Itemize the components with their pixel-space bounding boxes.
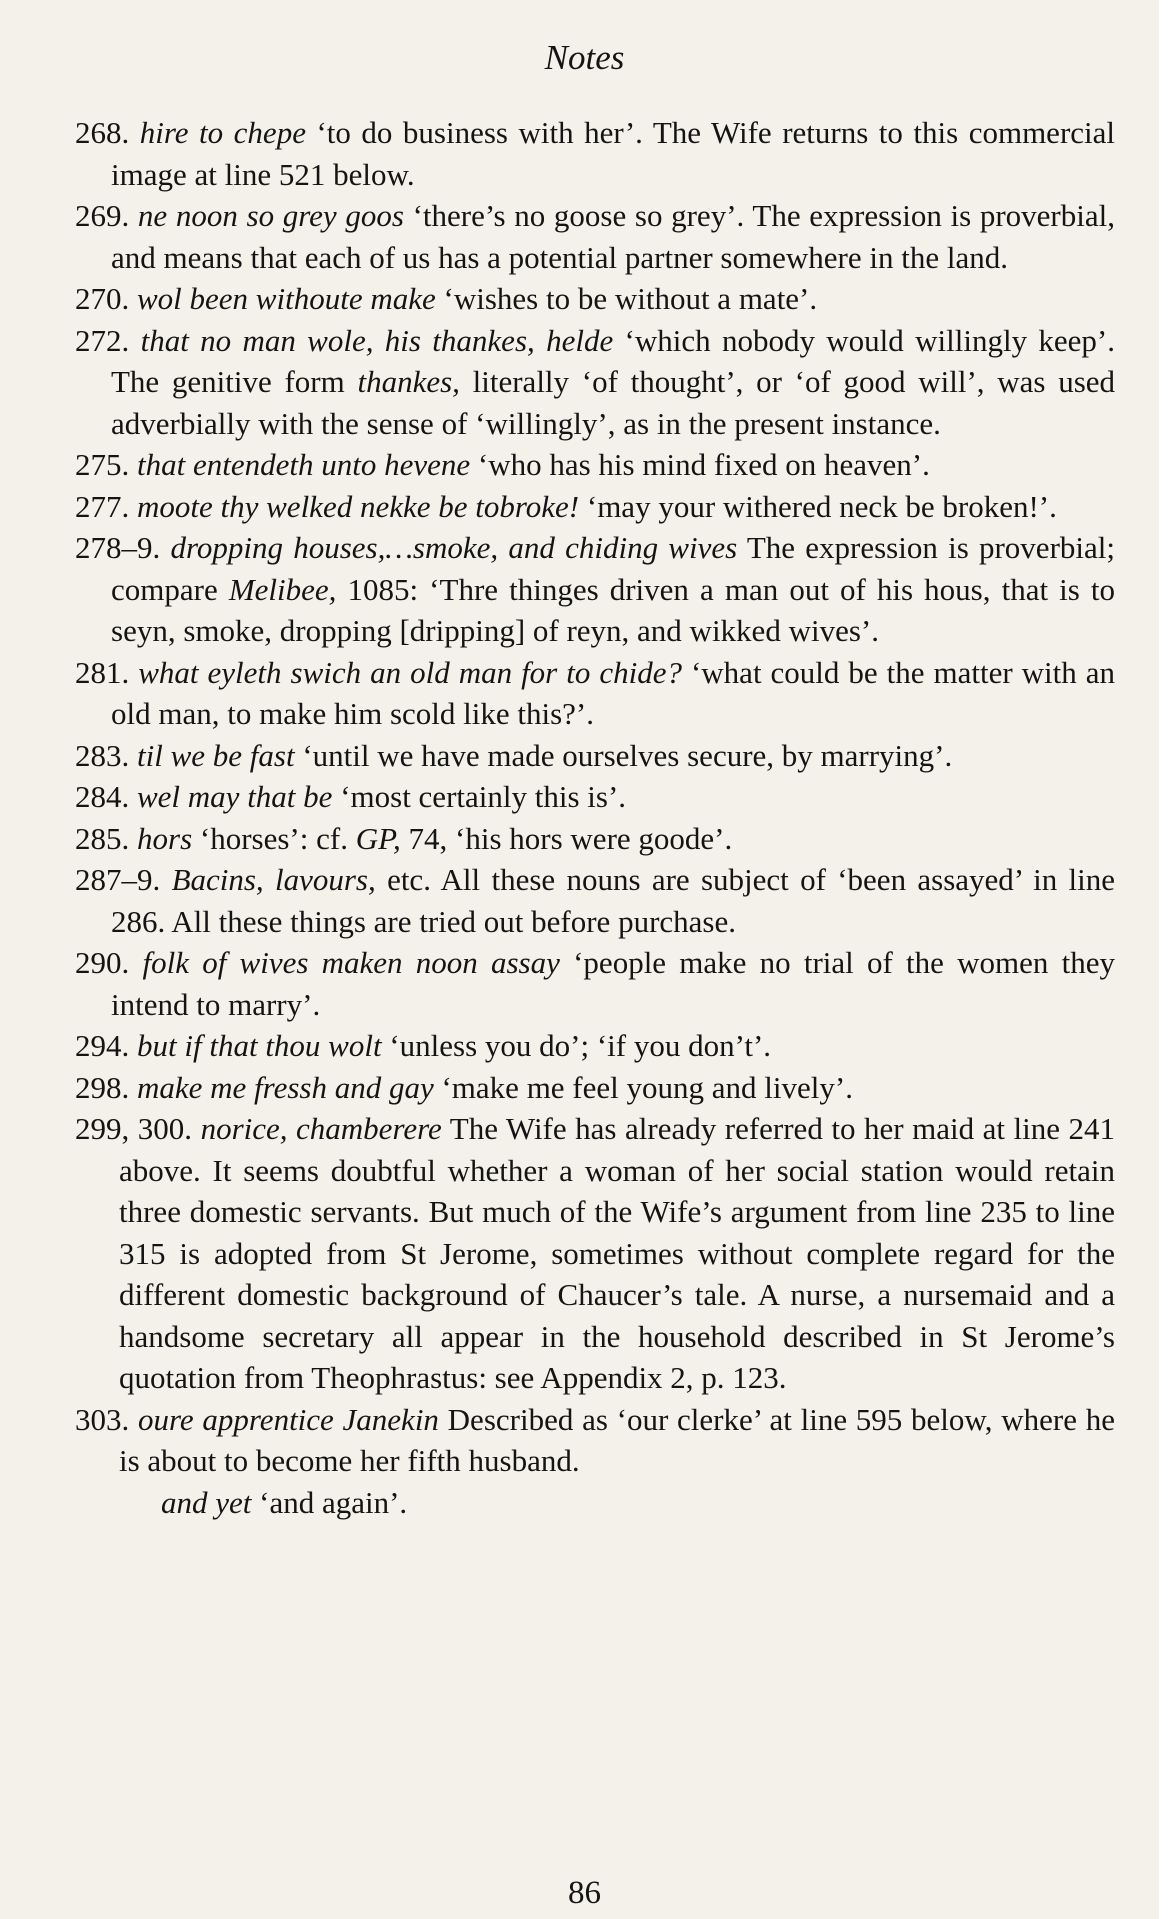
note-303 xyxy=(75,1399,1115,1482)
note-270 xyxy=(75,278,1115,320)
note-text: ‘may your withered neck be broken!’. xyxy=(586,488,1057,524)
note-298 xyxy=(75,1067,1115,1109)
note-number: 290. xyxy=(75,945,130,980)
note-text: ‘make me feel young and lively’. xyxy=(441,1069,853,1105)
note-277 xyxy=(75,486,1115,528)
note-303-continuation xyxy=(75,1482,1115,1524)
note-284 xyxy=(75,776,1115,818)
note-number: 269. xyxy=(75,198,130,233)
note-lemma: hors xyxy=(137,820,193,856)
note-lemma: ne noon so grey goos xyxy=(137,198,404,233)
note-text: ‘to do business with her’. The Wife returns to this commercial image at line 521 below. xyxy=(111,115,1116,192)
page-number: 86 xyxy=(568,1875,601,1911)
note-299-300 xyxy=(75,1108,1115,1399)
work-title: GP, xyxy=(355,820,401,856)
note-number: 284. xyxy=(75,779,130,814)
note-285 xyxy=(75,818,1115,860)
note-lemma: oure apprentice Janekin xyxy=(137,1401,439,1437)
note-294 xyxy=(75,1025,1115,1067)
note-text: ‘wishes to be without a mate’. xyxy=(443,281,818,316)
note-text: ‘which nobody would willingly keep’. The genitive form xyxy=(111,322,1115,399)
note-text: ‘unless you do’; ‘if you don’t’. xyxy=(389,1028,772,1063)
note-number: 299, 300. xyxy=(75,1111,193,1146)
note-text: ‘and again’. xyxy=(259,1484,408,1520)
note-lemma: but if that thou wolt xyxy=(137,1028,382,1063)
note-278-9 xyxy=(75,527,1115,652)
running-header: Notes xyxy=(544,38,625,77)
note-text: 1085: ‘Thre thinges driven a man out of his hous, that is to seyn, smoke, dropping [dripping] of reyn, and wikked wives’. xyxy=(111,571,1116,648)
note-number: 278–9. xyxy=(75,530,161,565)
note-lemma: hire to chepe xyxy=(139,115,306,150)
note-text: 74, ‘his hors were goode’. xyxy=(408,820,733,856)
note-lemma: folk of wives maken noon assay xyxy=(142,945,560,980)
note-number: 268. xyxy=(75,115,130,150)
note-lemma: dropping houses,…smoke, and chiding wives xyxy=(170,530,738,565)
note-lemma: that entendeth unto hevene xyxy=(137,447,471,482)
notes-list xyxy=(75,112,1115,1523)
note-lemma: Bacins, lavours, xyxy=(171,862,376,897)
note-text: The Wife has already referred to her maid at line 241 above. It seems doubtful whether a woman of her social station would retain three domestic servants. But much of the Wife’s argument from line 235 to line 315 is adopted from St Jerome, sometimes without complete regard for the different domestic background of Chaucer’s tale. A nurse, a nursemaid and a handsome secretary all appear in the household described in St Jerome’s quotation from Theophrastus: see Appendix 2, p. 123. xyxy=(119,1111,1116,1395)
note-text: ‘until we have made ourselves secure, by marrying’. xyxy=(302,737,953,773)
note-number: 285. xyxy=(75,820,130,856)
note-269 xyxy=(75,195,1115,278)
note-lemma: what eyleth swich an old man for to chide? xyxy=(138,654,682,690)
note-number: 281. xyxy=(75,654,130,690)
work-title: Melibee, xyxy=(228,571,337,607)
note-text: ‘most certainly this is’. xyxy=(340,779,627,814)
note-text: ‘what could be the matter with an old man, to make him scold like this?’. xyxy=(111,654,1116,731)
note-text: etc. All these nouns are subject of ‘been assayed’ in line 286. All these things are tried out before purchase. xyxy=(111,862,1116,939)
note-268 xyxy=(75,112,1115,195)
note-287-9 xyxy=(75,859,1115,942)
note-number: 270. xyxy=(75,281,130,316)
note-text: literally ‘of thought’, or ‘of good will’, was used adverbially with the sense of ‘willingly’, as in the present instance. xyxy=(111,364,1116,441)
note-number: 277. xyxy=(75,488,130,524)
note-number: 283. xyxy=(75,737,130,773)
note-lemma: moote thy welked nekke be tobroke! xyxy=(137,488,580,524)
note-lemma: til we be fast xyxy=(137,737,295,773)
note-text: ‘horses’: cf. xyxy=(199,820,348,856)
note-number: 287–9. xyxy=(75,862,161,897)
note-lemma: that no man wole, his thankes, helde xyxy=(140,322,614,358)
note-281 xyxy=(75,652,1115,735)
note-italic-word: thankes, xyxy=(357,364,460,399)
note-number: 272. xyxy=(75,322,130,358)
note-272 xyxy=(75,320,1115,445)
note-lemma: make me fressh and gay xyxy=(137,1069,434,1105)
note-text: ‘who has his mind fixed on heaven’. xyxy=(477,447,930,482)
note-number: 298. xyxy=(75,1069,130,1105)
note-text: ‘people make no trial of the women they intend to marry’. xyxy=(111,945,1116,1022)
note-283 xyxy=(75,735,1115,777)
note-number: 303. xyxy=(75,1401,130,1437)
note-text: ‘there’s no goose so grey’. The expression is proverbial, and means that each of us has a potential partner somewhere in the land. xyxy=(111,198,1115,275)
note-lemma: norice, chamberere xyxy=(200,1111,442,1146)
note-275 xyxy=(75,444,1115,486)
note-text: The expression is proverbial; compare xyxy=(111,530,1115,607)
note-text: Described as ‘our clerke’ at line 595 below, where he is about to become her fifth husband. xyxy=(119,1401,1115,1478)
note-number: 275. xyxy=(75,447,130,482)
note-number: 294. xyxy=(75,1028,130,1063)
note-lemma: wel may that be xyxy=(137,779,333,814)
note-290 xyxy=(75,942,1115,1025)
page-edge xyxy=(1159,0,1169,1919)
note-lemma: and yet xyxy=(161,1484,252,1520)
note-lemma: wol been withoute make xyxy=(137,281,436,316)
